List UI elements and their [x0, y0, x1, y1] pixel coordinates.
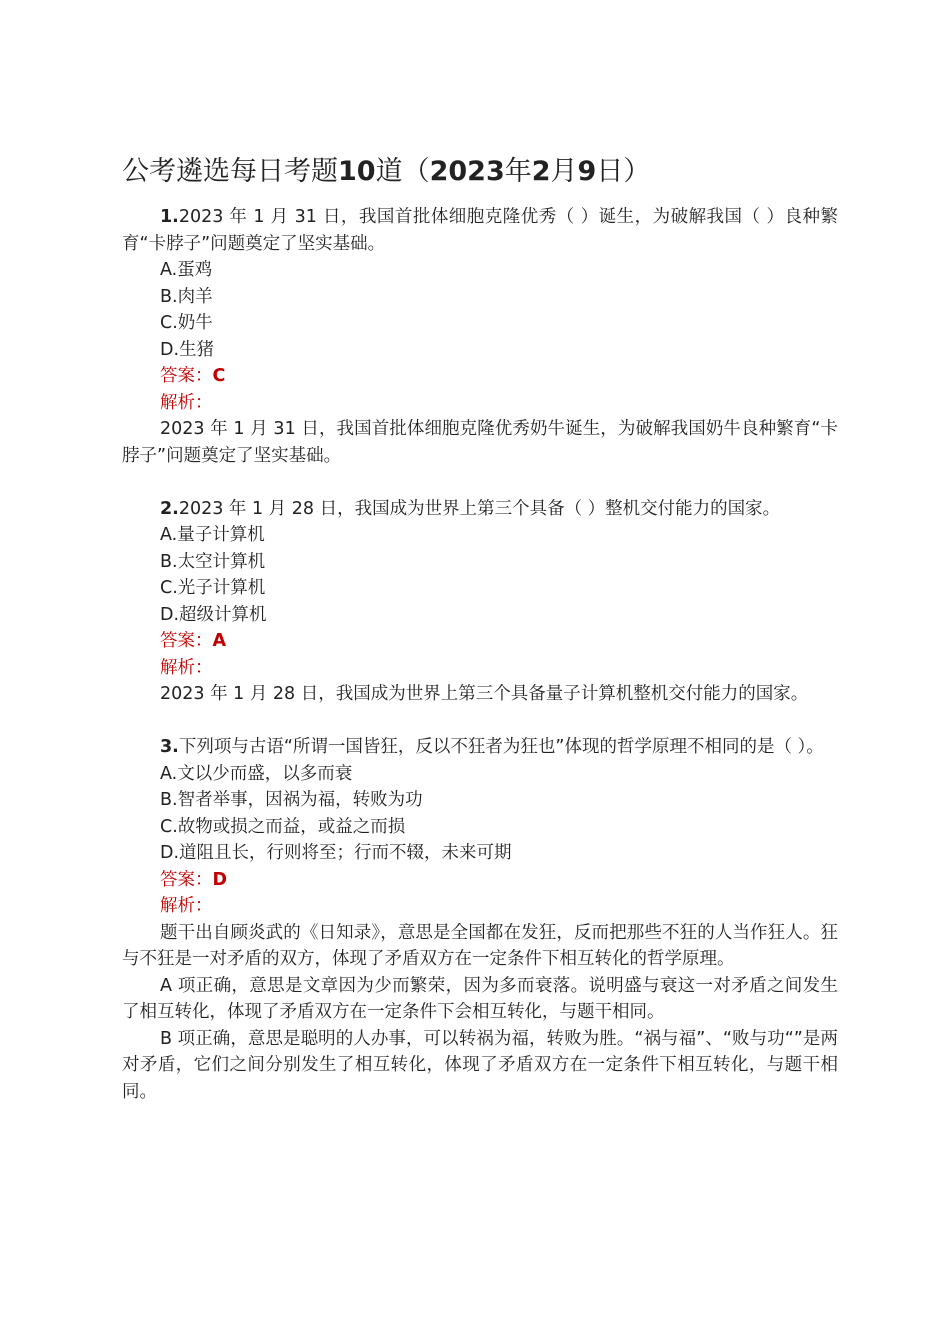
spacer: [122, 469, 838, 496]
analysis-label: 解析：: [160, 896, 213, 916]
option-d: D.道阻且长，行则将至；行而不辍，未来可期: [160, 843, 512, 863]
analysis-text: 2023 年 1 月 31 日，我国首批体细胞克隆优秀奶牛诞生，为破解我国奶牛良种繁育“卡脖子”问题奠定了坚实基础。: [122, 419, 838, 466]
analysis-label: 解析：: [160, 657, 213, 678]
option-a: A.文以少而盛，以多而衰: [160, 763, 353, 784]
answer-line: 答案：A: [160, 631, 227, 651]
option-b: B.太空计算机: [160, 551, 266, 572]
question-stem: 3.下列项与古语“所谓一国皆狂，反以不狂者为狂也”体现的哲学原理不相同的是（ ）。: [160, 737, 824, 757]
analysis-text: 题干出自顾炎武的《日知录》，意思是全国都在发狂，反而把那些不狂的人当作狂人。狂与不狂是一对矛盾的双方，体现了矛盾双方在一定条件下相互转化的哲学原理。: [122, 922, 838, 969]
question-stem: 1.2023 年 1 月 31 日，我国首批体细胞克隆优秀（ ）诞生，为破解我国（ ）良种繁育“卡脖子”问题奠定了坚实基础。: [122, 207, 838, 254]
question-stem: 2.2023 年 1 月 28 日，我国成为世界上第三个具备（ ）整机交付能力的国家。: [160, 498, 781, 519]
document-page: [122, 150, 838, 1105]
answer-line: 答案：D: [160, 869, 228, 890]
option-d: D.生猪: [160, 339, 215, 360]
option-c: C.光子计算机: [160, 578, 266, 598]
spacer: [122, 708, 838, 735]
option-c: C.故物或损之而益，或益之而损: [160, 816, 406, 837]
answer-line: 答案：C: [160, 366, 226, 386]
option-d: D.超级计算机: [160, 604, 267, 625]
question-block: [122, 496, 838, 708]
question-block: [122, 204, 838, 469]
question-block: [122, 734, 838, 1105]
option-a: A.量子计算机: [160, 525, 265, 545]
page-title: 公考遴选每日考题10道（2023年2月9日）: [122, 156, 651, 187]
analysis-text: B 项正确，意思是聪明的人办事，可以转祸为福，转败为胜。“祸与福”、“败与功“”是两对矛盾，它们之间分别发生了相互转化，体现了矛盾双方在一定条件下相互转化，与题干相同。: [122, 1028, 838, 1102]
analysis-text: 2023 年 1 月 28 日，我国成为世界上第三个具备量子计算机整机交付能力的国家。: [160, 684, 809, 704]
option-a: A.蛋鸡: [160, 260, 213, 280]
option-b: B.智者举事，因祸为福，转败为功: [160, 790, 423, 810]
analysis-text: A 项正确，意思是文章因为少而繁荣，因为多而衰落。说明盛与衰这一对矛盾之间发生了相互转化，体现了矛盾双方在一定条件下会相互转化，与题干相同。: [122, 975, 838, 1022]
analysis-label: 解析：: [160, 392, 213, 413]
option-c: C.奶牛: [160, 313, 213, 333]
option-b: B.肉羊: [160, 286, 213, 307]
